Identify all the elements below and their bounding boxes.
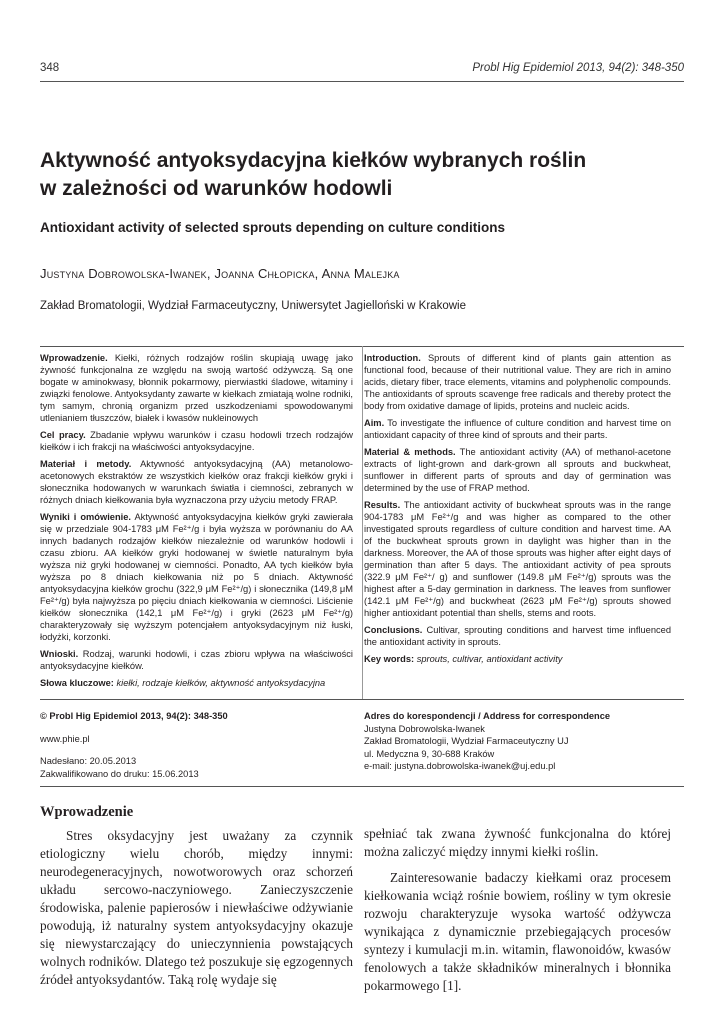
- abstract-pl-intro: Wprowadzenie. Kiełki, różnych rodzajów roślin skupiają uwagę jako żywność funkcjonalna ze względu na swoją wartość odżywczą. Są one bogate w aminokwasy, błonnik pokarmowy, pierwiastki śladowe, witaminy i związki fenolowe. Antyoksydanty zawarte w kiełkach zmiatają wolne rodniki, tym samym, chronią organizm przed uszkodzeniami spowodowanymi utlenianiem tłuszczów, białek i kwasów nukleinowych: [40, 353, 353, 423]
- page-number: 348: [40, 62, 60, 74]
- authors: Justyna Dobrowolska-Iwanek, Joanna Chłopicka, Anna Malejka: [40, 266, 400, 281]
- copyright-line: © Probl Hig Epidemiol 2013, 94(2): 348-350: [40, 711, 228, 721]
- abstract-pl-results: Wyniki i omówienie. Aktywność antyoksydacyjna kiełków gryki zawierała się w przedziale 904-1783 μM Fe²⁺/g i była wyższa w porównaniu do AA innych badanych rodzajów kiełków niezależnie od warunków hodowli i czasu zbioru. AA kiełków gryki hodowanej w świetle naturalnym była wyższa niż gryki hodowanej w ciemności. Ponadto, AA tych kiełków była wyższa po 8 dniach kiełkowania niż po 5 dniach. Aktywność antyoksydacyjna kiełków grochu (322,9 μM Fe²⁺/g) i słonecznika (149,8 μM Fe²⁺/g) była najwyższa po pięciu dniach kiełkowania w ciemności. Liścienie kiełków słonecznika (142,1 μM Fe²⁺/g) i gryki (2623 μM Fe²⁺/g) charakteryzowały się wyższym potencjałem antyoksydacyjnym niż łuski, łodyżki, korzonki.: [40, 512, 354, 642]
- body-column-left: [40, 803, 353, 989]
- title-line-2: w zależności od warunków hodowli: [40, 177, 393, 200]
- body-rule: [40, 786, 684, 787]
- body-paragraph-1-continued: spełniać tak zwana żywność funkcjonalna do której można zaliczyć między innymi kiełki roślin.: [364, 826, 671, 859]
- abstract-pl-methods: Materiał i metody. Aktywność antyoksydacyjną (AA) metanolowo-acetonowych ekstraktów ze wszystkich kiełków oraz frakcji kiełków gryki i słonecznika hodowanych w warunkach światła i ciemności, zebranych w różnych dniach kiełkowania była wyznaczona przy użyciu metody FRAP.: [40, 459, 353, 505]
- affiliation: Zakład Bromatologii, Wydział Farmaceutyczny, Uniwersytet Jagielloński w Krakowie: [40, 300, 466, 312]
- abstract-en-results: Results. The antioxidant activity of buckwheat sprouts was in the range 904-1783 μM Fe²⁺/g and was higher as compared to the other investigated sprouts regardless of culture condition and harvest time. AA of the buckwheat sprouts grown in daylight was higher than in the darkness. Moreover, the AA of those sprouts was higher after eight days of germination than after 5 days. The antioxidant activity of pea sprouts (322.9 μM Fe²⁺/ g) and sunflower (149.8 μM Fe²⁺/g) sprouts was the highest after a 5-day germination in darkness. The leaves from sunflower (142.1 μM Fe²⁺/g) and buckwheat (2623 μM Fe²⁺/g) sprouts showed higher antioxidant potential than shells, stems and roots.: [364, 500, 671, 618]
- correspondence-info: [364, 710, 674, 773]
- correspondence-address: ul. Medyczna 9, 30-688 Kraków: [364, 748, 495, 759]
- body-paragraph-2: Zainteresowanie badaczy kiełkami oraz procesem kiełkowania wciąż rośnie bowiem, rośliny w tym okresie rozwoju charakteryzuje wysoka wartość odżywcza wynikająca z dynamicznie przebiegających procesów syntezy i kumulacji m.in. witamin, flawonoidów, kwasów fenolowych a także składników mineralnych i błonnika pokarmowego [1].: [364, 870, 671, 993]
- article-title: [40, 147, 690, 203]
- abstract-en-intro: Introduction. Sprouts of different kind of plants gain attention as functional food, because of their nutritional value. They are rich in amino acids, dietary fiber, trace elements, vitamins and polyphenolic compounds. The antioxidants of sprouts scavenge free radicals and thereby protect the body from oxidative damage of lipids, proteins and nucleic acids.: [364, 353, 671, 411]
- submitted-date: Nadesłano: 20.05.2013: [40, 756, 137, 766]
- abstract-pl-aim: Cel pracy. Zbadanie wpływu warunków i czasu hodowli trzech rodzajów kiełków i ich frakcji na właściwości antyoksydacyjne.: [40, 430, 353, 452]
- correspondence-email[interactable]: e-mail: justyna.dobrowolska-iwanek@uj.edu.pl: [364, 761, 556, 771]
- correspondence-name: Justyna Dobrowolska-Iwanek: [364, 723, 485, 734]
- abstract-english: [364, 352, 671, 670]
- header-rule: [40, 81, 684, 82]
- abstract-polish: [40, 352, 353, 694]
- page-header: [40, 62, 684, 80]
- article-subtitle: Antioxidant activity of selected sprouts depending on culture conditions: [40, 220, 506, 235]
- body-paragraph-1: Stres oksydacyjny jest uważany za czynnik etiologiczny wielu chorób, między innymi: neurodegeneracyjnych, nowotworowych oraz schorzeń układu sercowo-naczyniowego. Zanieczyszczenie środowiska, palenie papierosów i niewłaściwe odżywianie powodują, iż naturalny system antyoksydacyjny okazuje się niewystarczający do unieczynnienia powstających wolnych rodników. Dlatego też poszukuje się egzogennych źródeł antyoksydantów. Taką rolę wydaje się: [40, 828, 353, 987]
- abstract-en-keywords: Key words: sprouts, cultivar, antioxidant activity: [364, 654, 563, 664]
- correspondence-department: Zakład Bromatologii, Wydział Farmaceutyczny UJ: [364, 736, 569, 746]
- abstract-bottom-rule: [40, 699, 684, 700]
- publication-info: [40, 710, 350, 780]
- correspondence-title: Adres do korespondencji / Address for correspondence: [364, 711, 611, 721]
- journal-citation: Probl Hig Epidemiol 2013, 94(2): 348-350: [472, 62, 684, 74]
- abstract-en-aim: Aim. To investigate the influence of culture condition and harvest time on antioxidant capacity of three kind of sprouts and their parts.: [364, 418, 671, 440]
- abstract-pl-conclusions: Wnioski. Rodzaj, warunki hodowli, i czas zbioru wpływa na właściwości antyoksydacyjne kiełków.: [40, 649, 353, 671]
- journal-url[interactable]: www.phie.pl: [40, 733, 90, 744]
- abstract-en-conclusions: Conclusions. Cultivar, sprouting conditions and harvest time influenced the antioxidant activity in sprouts.: [364, 625, 671, 647]
- abstract-column-divider: [362, 346, 363, 699]
- accepted-date: Zakwalifikowano do druku: 15.06.2013: [40, 768, 199, 779]
- abstract-pl-keywords: Słowa kluczowe: kiełki, rodzaje kiełków, aktywność antyoksydacyjna: [40, 678, 326, 688]
- title-line-1: Aktywność antyoksydacyjna kiełków wybranych roślin: [40, 149, 587, 172]
- abstract-en-methods: Material & methods. The antioxidant activity (AA) of methanol-acetone extracts of light-grown and dark-grown all sprouts and buckwheat, sunflower in different parts of sprouts and day of germination was determined by the use of FRAP method.: [364, 447, 671, 493]
- section-heading: Wprowadzenie: [40, 804, 134, 820]
- body-column-right: [364, 825, 671, 995]
